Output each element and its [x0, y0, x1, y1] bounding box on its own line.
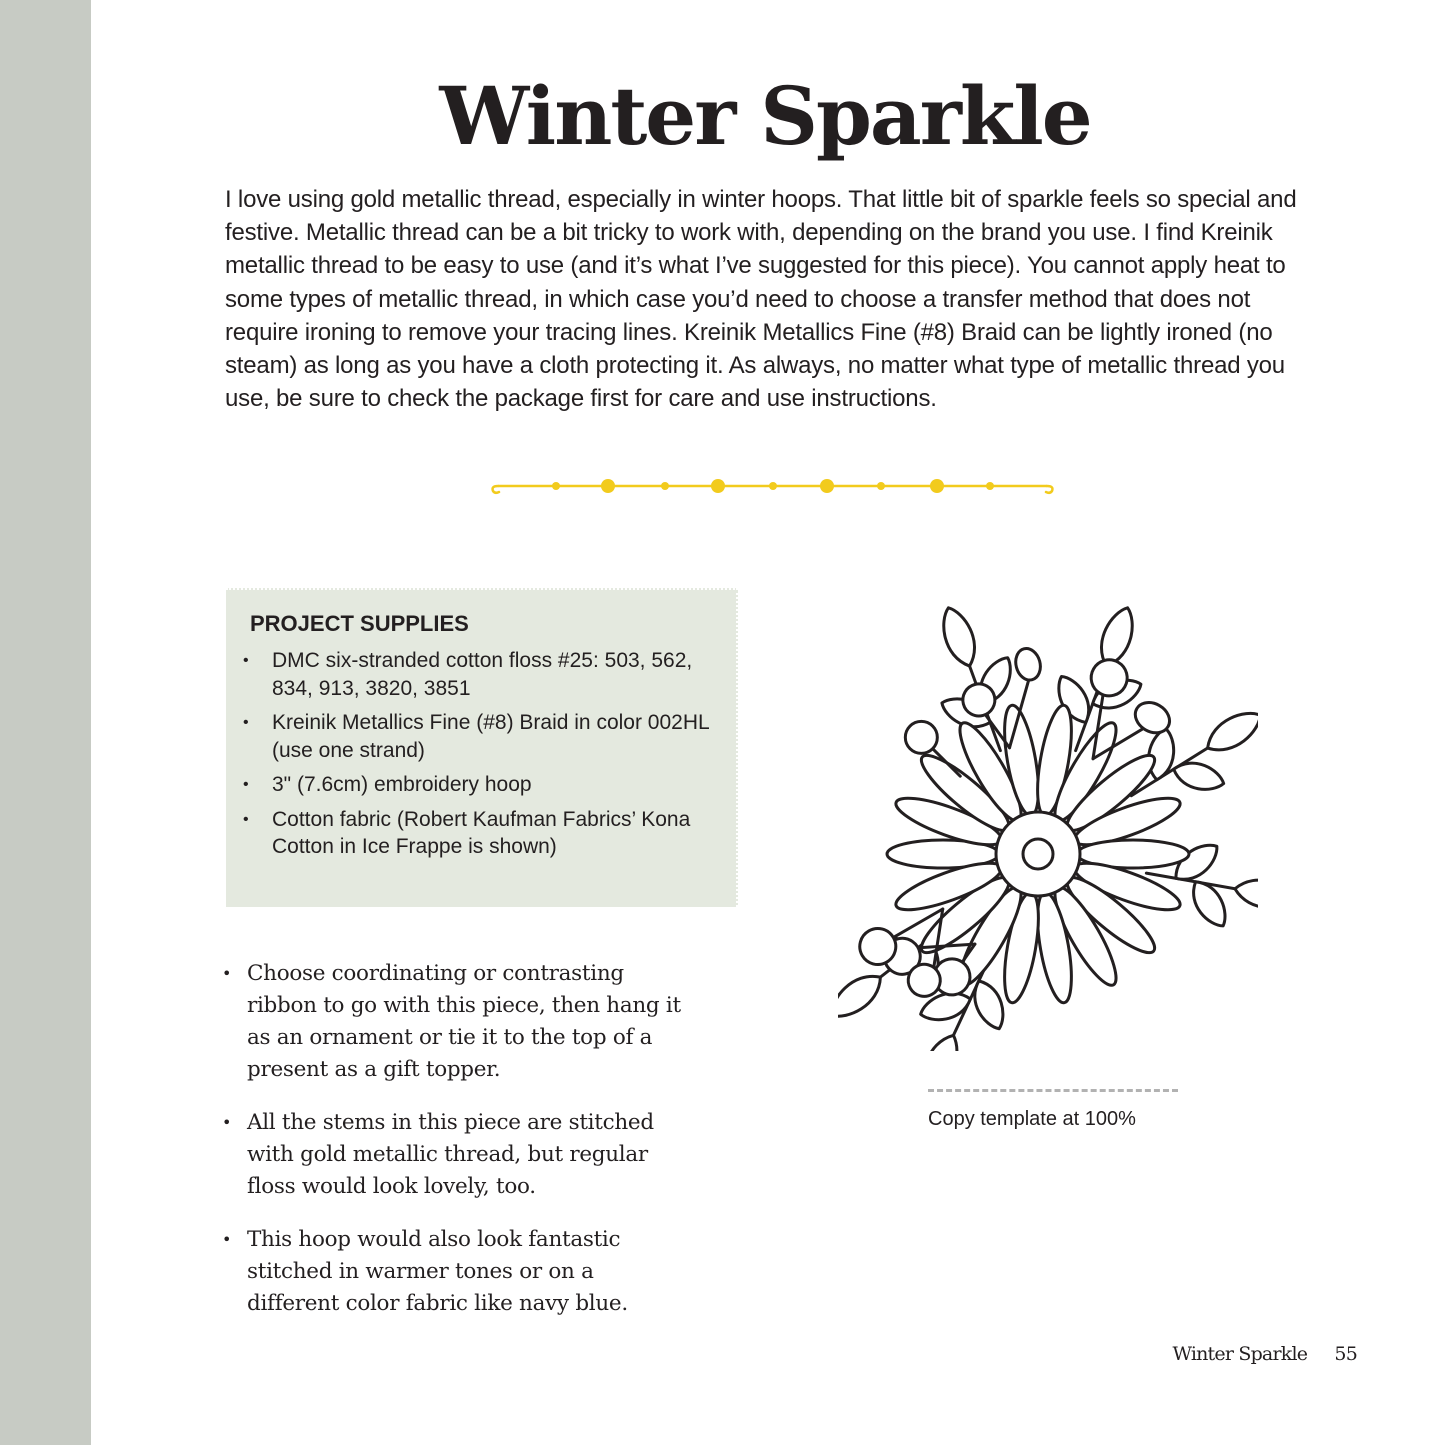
- side-bar: [0, 0, 91, 1445]
- page-footer: [1172, 1343, 1357, 1365]
- project-supplies-box: [226, 588, 738, 907]
- page-title: Winter Sparkle: [439, 69, 1091, 163]
- footer-running-title: Winter Sparkle: [1172, 1343, 1308, 1365]
- snowflake-flower-template: [838, 606, 1258, 1051]
- berry-shape: [1012, 646, 1043, 683]
- page-number: 55: [1334, 1343, 1357, 1365]
- tip-item: • Choose coordinating or contrasting ribbon to go with this piece, then hang it as an ornament or tie it to the top of a present as a gift topper.: [222, 958, 682, 1086]
- supply-item: • 3" (7.6cm) embroidery hoop: [250, 771, 726, 799]
- supply-item: • Cotton fabric (Robert Kaufman Fabrics’ Kona Cotton in Ice Frappe is shown): [250, 806, 726, 861]
- tip-item: • This hoop would also look fantastic stitched in warmer tones or on a different color fabric like navy blue.: [222, 1224, 682, 1320]
- gold-dot-divider: [490, 472, 1055, 500]
- supply-item: • DMC six-stranded cotton floss #25: 503, 562, 834, 913, 3820, 3851: [250, 647, 726, 702]
- supplies-list: [250, 647, 726, 861]
- tip-item: • All the stems in this piece are stitched with gold metallic thread, but regular floss would look lovely, too.: [222, 1107, 682, 1203]
- intro-paragraph: I love using gold metallic thread, especially in winter hoops. That little bit of sparkle feels so special and festive. Metallic thread can be a bit tricky to work with, depending on the brand you use. I find Kreinik metallic thread to be easy to use (and it’s what I’ve suggested for this piece). You cannot apply heat to some types of metallic thread, in which case you’d need to choose a transfer method that does not require ironing to remove your tracing lines. Kreinik Metallics Fine (#8) Braid can be lightly ironed (no steam) as long as you have a cloth protecting it. As always, no matter what type of metallic thread you use, be sure to check the package first for care and use instructions.: [225, 186, 1297, 413]
- template-dashed-rule: [928, 1089, 1178, 1092]
- tips-list: [222, 958, 682, 1341]
- supply-item: • Kreinik Metallics Fine (#8) Braid in color 002HL (use one strand): [250, 709, 726, 764]
- supplies-heading: PROJECT SUPPLIES: [250, 611, 469, 636]
- template-caption: Copy template at 100%: [928, 1108, 1136, 1130]
